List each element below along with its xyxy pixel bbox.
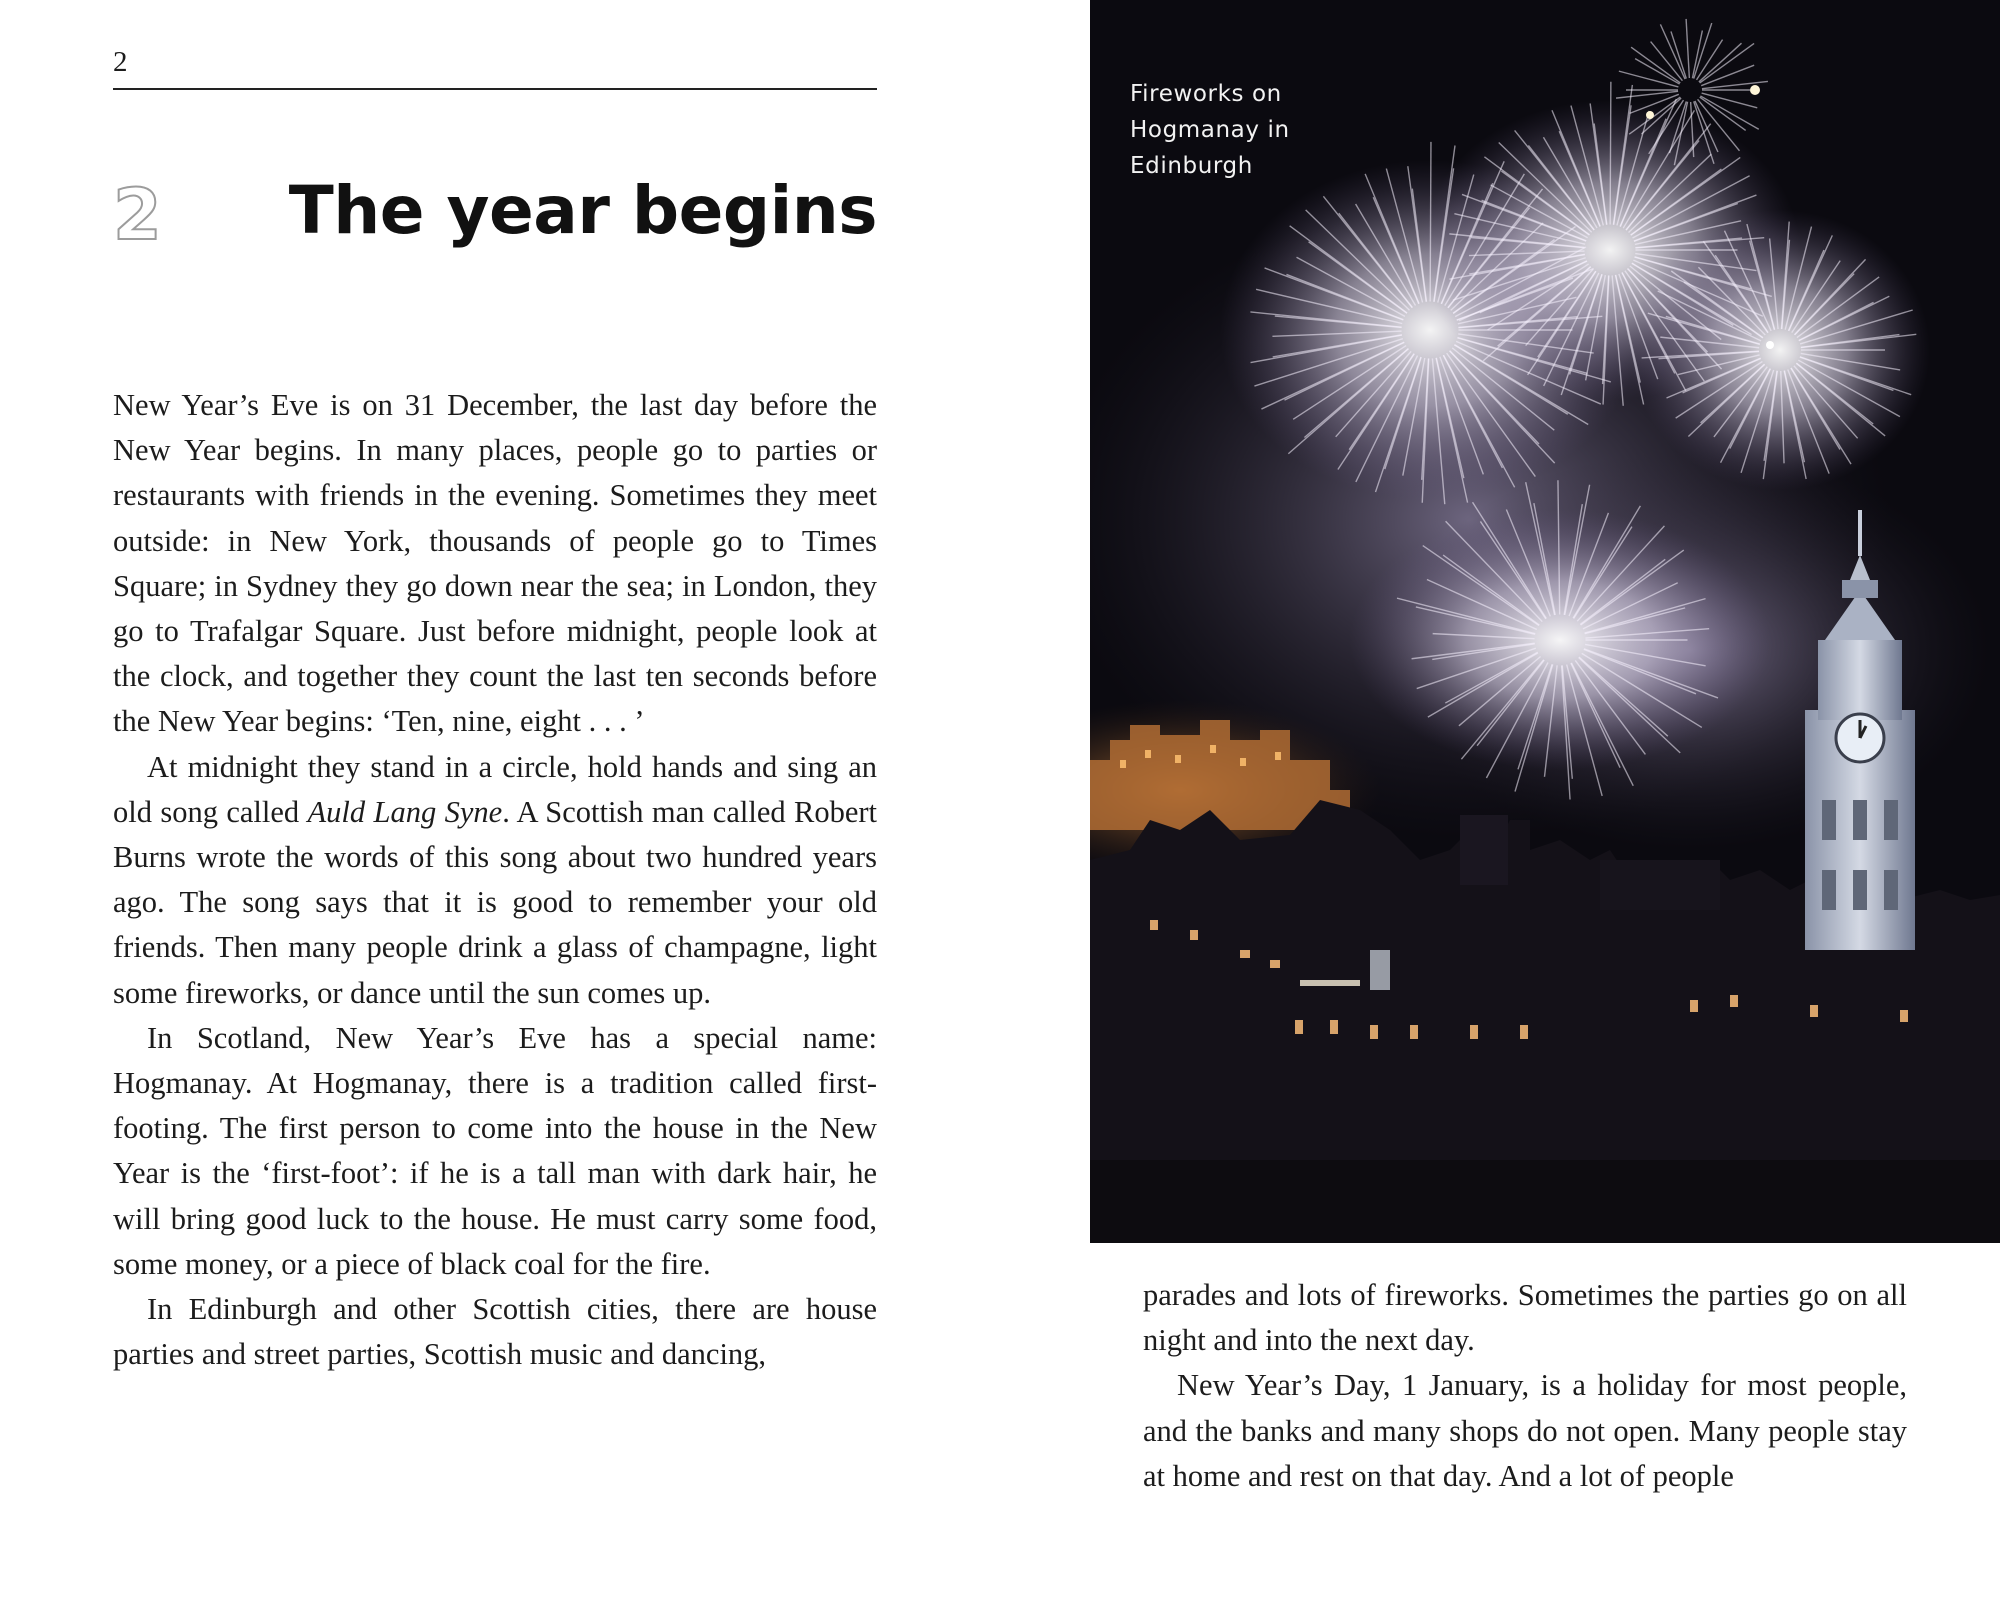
- building: [1600, 860, 1720, 910]
- song-title: Auld Lang Syne: [307, 794, 503, 829]
- paragraph-text: . A Scottish man called Robert Burns wrote the words of this song about two hundred years ago. The song says that it is good to remember your old friends. Then many people drink a glass of champagne, light some fireworks, or dance until the sun comes up.: [113, 794, 877, 1010]
- right-text-column: [1143, 1273, 1907, 1499]
- paragraph: New Year’s Day, 1 January, is a holiday for most people, and the banks and many shops do not open. Many people stay at home and rest on that day. And a lot of people: [1143, 1368, 1907, 1493]
- firework-burst: [1350, 510, 1770, 770]
- paragraph: parades and lots of fireworks. Sometimes the parties go on all night and into the next day.: [1143, 1278, 1907, 1358]
- left-text-column: [113, 383, 877, 1377]
- paragraph: In Scotland, New Year’s Eve has a special name: Hogmanay. At Hogmanay, there is a tradition called first-footing. The first person to come into the house in the New Year is the ‘first-foot’: if he is a tall man with dark hair, he will bring good luck to the house. He must carry some food, some money, or a piece of black coal for the fire.: [113, 1020, 877, 1281]
- foreground-shadow: [1090, 1160, 2000, 1243]
- lit-window: [1370, 950, 1390, 990]
- paragraph-auld-lang-syne: [113, 745, 877, 1016]
- paragraph: In Edinburgh and other Scottish cities, there are house parties and street parties, Scottish music and dancing,: [113, 1292, 877, 1372]
- paragraph-text: At midnight they stand in a circle, hold hands and sing an old song called: [113, 749, 877, 829]
- caption-line: Hogmanay in: [1130, 117, 1290, 143]
- building: [1460, 815, 1508, 885]
- photo-caption: [1130, 76, 1290, 184]
- fireworks-illustration: [1090, 0, 2000, 1243]
- fireworks-photo: [1090, 0, 2000, 1243]
- chapter-title: The year begins: [288, 172, 877, 249]
- caption-line: Fireworks on: [1130, 81, 1282, 107]
- header-rule: [113, 88, 877, 90]
- firework-spark: [1646, 111, 1654, 119]
- spark-ray: [1610, 82, 1611, 225]
- spark-ray: [1430, 142, 1431, 302]
- firework-spark: [1750, 85, 1760, 95]
- chapter-number: 2: [113, 174, 162, 256]
- page-number: 2: [113, 46, 128, 78]
- paragraph: New Year’s Eve is on 31 December, the last day before the New Year begins. In many places, people go to parties or restaurants with friends in the evening. Sometimes they meet outside: in New York, thousands of people go to Times Square; in Sydney they go down near the sea; in London, they go to Trafalgar Square. Just before midnight, people look at the clock, and together they count the last ten seconds before the New Year begins: ‘Ten, nine, eight . . . ’: [113, 388, 877, 739]
- caption-line: Edinburgh: [1130, 153, 1253, 179]
- firework-spark: [1766, 341, 1774, 349]
